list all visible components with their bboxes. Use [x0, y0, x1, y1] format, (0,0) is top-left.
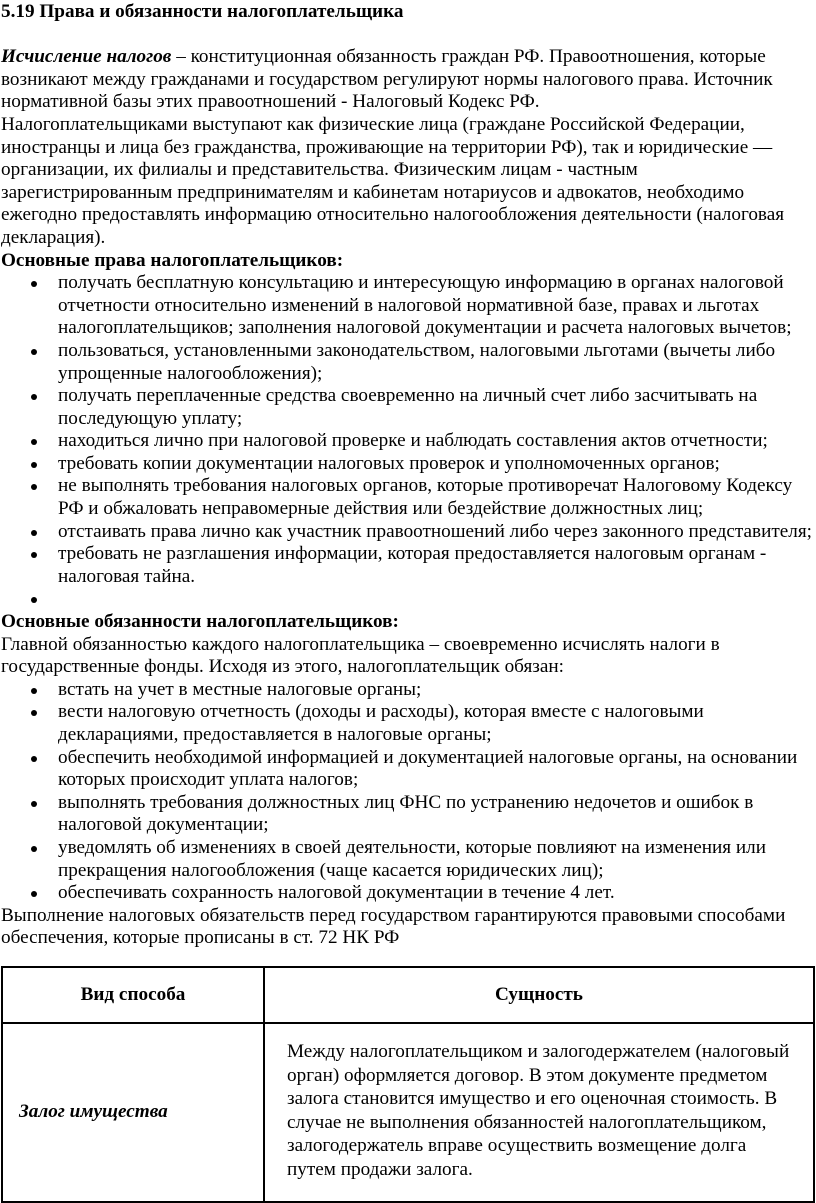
list-item-text: требовать не разглашения информации, которая предоставляется налоговым органам - налоговая тайна.: [58, 543, 767, 587]
list-item-empty: [1, 588, 814, 611]
bullet-icon: [31, 349, 37, 355]
bullet-icon: [31, 394, 37, 400]
list-item: [1, 340, 814, 385]
duties-intro: Главной обязанностью каждого налогоплательщика – своевременно исчислять налоги в государственные фонды. Исходя из этого, налогоплательщик обязан:: [1, 633, 720, 678]
essence-cell: Между налогоплательщиком и залогодержателем (налоговый орган) оформляется договор. В этом документе предметом залога становится имущество и его оценочная стоимость. В случае не выполнения обязанностей налогоплательщиком, залогодержатель вправе осуществить возмещение долга путем продажи залога.: [264, 1023, 814, 1202]
bullet-icon: [31, 281, 37, 287]
bullet-icon: [31, 439, 37, 445]
list-item-text: требовать копии документации налоговых проверок и уполномоченных органов;: [58, 452, 720, 474]
list-item: [1, 272, 814, 340]
list-item-text: отстаивать права лично как участник правоотношений либо через законного представителя;: [58, 520, 812, 542]
bullet-icon: [31, 552, 37, 558]
bullet-icon: [31, 688, 37, 694]
list-item: [1, 837, 814, 882]
list-item-text: находиться лично при налоговой проверке и наблюдать составления актов отчетности;: [58, 430, 768, 452]
column-header-method: Вид способа: [2, 967, 264, 1023]
table-row: [2, 1023, 814, 1202]
list-item: [1, 430, 814, 453]
bullet-icon: [31, 484, 37, 490]
list-item-text: не выполнять требования налоговых органов, которые противоречат Налоговому Кодексу РФ и обжаловать неправомерные действия или бездействие должностных лиц;: [58, 475, 793, 520]
section-title: 5.19 Права и обязанности налогоплательщика: [1, 1, 404, 22]
duties-list: [1, 679, 814, 905]
list-item: [1, 543, 814, 588]
document-body: [1, 1, 814, 950]
spacer: [1, 24, 814, 47]
taxpayers-paragraph: Налогоплательщиками выступают как физические лица (граждане Российской Федерации, иностранцы и лица без гражданства, проживающие на территории РФ), так и юридические — организации, их филиалы и представительства. Физическим лицам - частным зарегистрированным предпринимателям и кабинетам нотариусов и адвокатов, необходимо ежегодно предоставлять информацию относительно налогообложения деятельности (налоговая декларация).: [1, 113, 785, 248]
bullet-icon: [31, 462, 37, 468]
bullet-icon: [31, 530, 37, 536]
list-item-text: обеспечивать сохранность налоговой документации в течение 4 лет.: [58, 882, 615, 904]
list-item-text: обеспечить необходимой информацией и документацией налоговые органы, на основании которых происходит уплата налогов;: [58, 746, 798, 791]
bullet-icon: [31, 801, 37, 807]
intro-paragraph: [1, 46, 814, 114]
rights-list: [1, 272, 814, 611]
list-item: [1, 747, 814, 792]
list-item: [1, 475, 814, 520]
table-header-row: [2, 967, 814, 1023]
list-item-text: получать бесплатную консультацию и интересующую информацию в органах налоговой отчетности относительно изменений в налоговой нормативной базе, правах и льготах налогоплательщиков; заполнения налоговой документации и расчета налоговых вычетов;: [58, 272, 792, 339]
list-item-text: пользоваться, установленными законодательством, налоговыми льготами (вычеты либо упрощенные налогообложения);: [58, 339, 776, 384]
bullet-icon: [31, 597, 37, 603]
bullet-icon: [31, 710, 37, 716]
list-item: [1, 521, 814, 544]
intro-term: Исчисление налогов: [1, 46, 172, 68]
list-item: [1, 385, 814, 430]
list-item: [1, 701, 814, 746]
rights-heading: Основные права налогоплательщиков:: [1, 249, 344, 271]
list-item: [1, 679, 814, 702]
intro-text: – конституционная обязанность граждан РФ. Правоотношения, которые возникают между гражданами и государством регулируют нормы налогового права. Источник нормативной базы этих правоотношений - Налоговый Кодекс РФ.: [1, 46, 773, 113]
list-item: [1, 882, 814, 905]
bullet-icon: [31, 891, 37, 897]
list-item: [1, 453, 814, 476]
bullet-icon: [31, 846, 37, 852]
bullet-icon: [31, 756, 37, 762]
column-header-essence: Сущность: [264, 967, 814, 1023]
method-cell: Залог имущества: [2, 1023, 264, 1202]
list-item-text: уведомлять об изменениях в своей деятельности, которые повлияют на изменения или прекращения налогообложения (чаще касается юридических лиц);: [58, 836, 767, 881]
list-item-text: встать на учет в местные налоговые органы;: [58, 678, 422, 700]
list-item-text: вести налоговую отчетность (доходы и расходы), которая вместе с налоговыми декларациями, предоставляется в налоговые органы;: [58, 701, 704, 745]
list-item: [1, 792, 814, 837]
list-item-text: выполнять требования должностных лиц ФНС по устранению недочетов и ошибок в налоговой документации;: [58, 791, 754, 836]
methods-table: [1, 966, 815, 1203]
list-item-text: получать переплаченные средства своевременно на личный счет либо засчитывать на последующую уплату;: [58, 385, 758, 429]
guarantee-paragraph: Выполнение налоговых обязательств перед государством гарантируются правовыми способами обеспечения, которые прописаны в ст. 72 НК РФ: [1, 904, 786, 949]
duties-heading: Основные обязанности налогоплательщиков:: [1, 611, 399, 633]
